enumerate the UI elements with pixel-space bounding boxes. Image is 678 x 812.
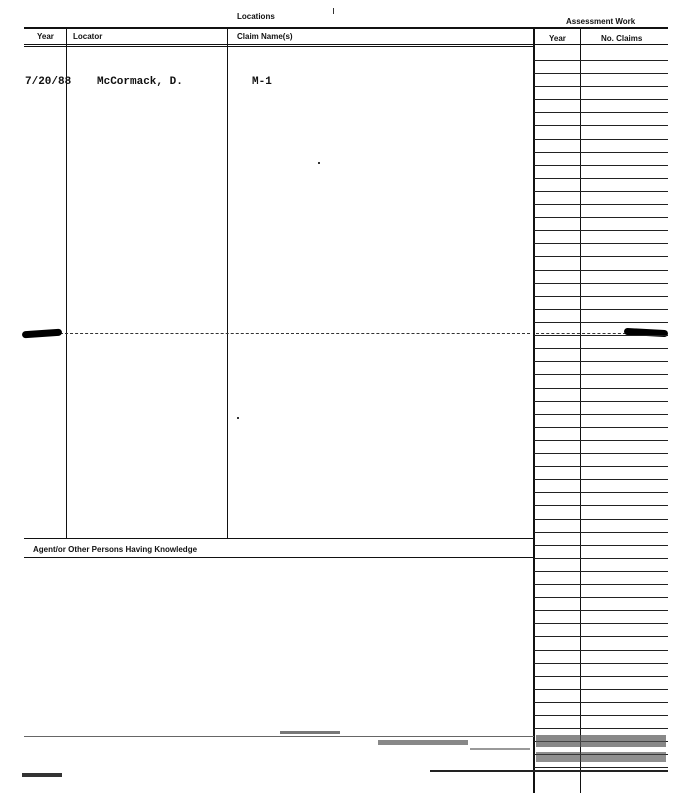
col-heading-no-claims: No. Claims xyxy=(601,34,643,43)
assessment-grid-line xyxy=(534,636,668,637)
assessment-grid-line xyxy=(534,60,668,61)
upper-section-bottom-rule xyxy=(24,538,534,539)
scan-noise-4 xyxy=(536,752,666,762)
agent-section-label: Agent/or Other Persons Having Knowledge xyxy=(33,545,198,554)
scan-dot-3 xyxy=(333,8,334,14)
assessment-grid-line xyxy=(534,545,668,546)
divider-claim-assess xyxy=(533,28,535,793)
col-heading-assess-year: Year xyxy=(549,34,566,43)
assessment-grid-line xyxy=(534,466,668,467)
assessment-grid-line xyxy=(534,361,668,362)
divider-year-locator xyxy=(66,28,67,538)
assessment-grid-line xyxy=(534,414,668,415)
agent-section-rule xyxy=(24,557,534,558)
assessment-grid-line xyxy=(534,571,668,572)
scan-noise-1 xyxy=(280,731,340,734)
col-heading-locator: Locator xyxy=(73,32,103,41)
scan-noise-2 xyxy=(378,740,468,745)
assessment-grid-line xyxy=(534,623,668,624)
assessment-grid-line xyxy=(534,767,668,768)
assessment-grid-line xyxy=(534,401,668,402)
assessment-grid-line xyxy=(534,479,668,480)
assessment-grid-line xyxy=(534,86,668,87)
assessment-grid-line xyxy=(534,243,668,244)
assessment-grid-line xyxy=(534,374,668,375)
assessment-work-heading: Assessment Work xyxy=(566,17,636,26)
assessment-grid-line xyxy=(534,335,668,336)
assessment-grid-line xyxy=(534,689,668,690)
assessment-grid-line xyxy=(534,152,668,153)
assessment-grid-line xyxy=(534,165,668,166)
entry-locator: McCormack, D. xyxy=(97,76,183,88)
assessment-grid-line xyxy=(534,73,668,74)
assessment-grid-line xyxy=(534,663,668,664)
assessment-grid-line xyxy=(534,728,668,729)
assessment-grid-line xyxy=(534,584,668,585)
assessment-grid-line xyxy=(534,270,668,271)
assessment-grid-line xyxy=(534,650,668,651)
header-bottom-rule-2 xyxy=(24,46,534,47)
assessment-grid-line xyxy=(534,322,668,323)
col-heading-claim-names: Claim Name(s) xyxy=(237,32,293,41)
assessment-grid-line xyxy=(534,139,668,140)
entry-year: 7/20/88 xyxy=(25,76,72,88)
locations-heading: Locations xyxy=(237,12,275,21)
assessment-grid-line xyxy=(534,178,668,179)
assessment-grid-line xyxy=(534,256,668,257)
mid-separator xyxy=(60,333,530,335)
header-top-rule xyxy=(24,27,668,29)
assessment-grid-line xyxy=(534,427,668,428)
assessment-grid-line xyxy=(534,597,668,598)
assessment-grid-line xyxy=(534,453,668,454)
assessment-grid-line xyxy=(534,217,668,218)
scan-dot-1 xyxy=(318,162,320,164)
bottom-faded-rule xyxy=(24,736,534,737)
assessment-grid-line xyxy=(534,702,668,703)
assessment-grid-line xyxy=(534,125,668,126)
assessment-grid-line xyxy=(534,715,668,716)
entry-claim-name: M-1 xyxy=(252,76,272,88)
bottom-left-smudge xyxy=(22,773,62,777)
assessment-grid-line xyxy=(534,296,668,297)
assessment-grid-line xyxy=(534,492,668,493)
assessment-grid-line xyxy=(534,505,668,506)
assessment-grid-line xyxy=(534,676,668,677)
scan-noise-3 xyxy=(536,735,666,747)
assessment-grid-line xyxy=(534,388,668,389)
left-binding-mark xyxy=(22,329,62,339)
assessment-grid-line xyxy=(534,204,668,205)
assessment-grid-line xyxy=(534,309,668,310)
bottom-rule xyxy=(430,770,668,772)
divider-assess-year-claims xyxy=(580,28,581,793)
assessment-grid-line xyxy=(534,610,668,611)
assessment-grid-line xyxy=(534,558,668,559)
assessment-grid-line xyxy=(534,519,668,520)
assessment-grid-line xyxy=(534,191,668,192)
assessment-grid-line xyxy=(534,99,668,100)
assessment-grid-line xyxy=(534,230,668,231)
col-heading-year: Year xyxy=(37,32,54,41)
scan-noise-5 xyxy=(470,748,530,750)
scan-dot-2 xyxy=(237,417,239,419)
assessment-grid-line xyxy=(534,532,668,533)
assessment-grid-line xyxy=(534,112,668,113)
divider-locator-claim xyxy=(227,28,228,538)
assessment-grid-line xyxy=(534,283,668,284)
assessment-grid-line xyxy=(534,440,668,441)
assessment-grid-line xyxy=(534,348,668,349)
header-bottom-rule xyxy=(24,44,668,45)
